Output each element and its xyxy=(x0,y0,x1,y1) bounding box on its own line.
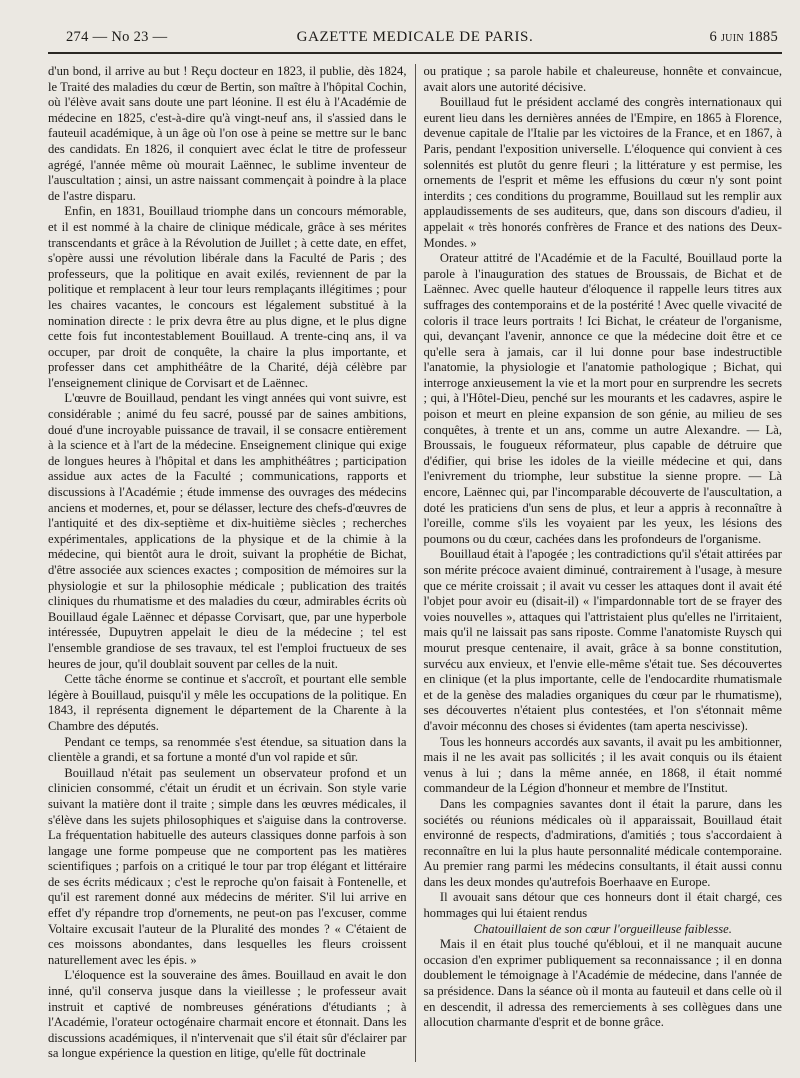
paragraph: d'un bond, il arrive au but ! Reçu docteur en 1823, il publie, dès 1824, le Traité des maladies du cœur de Bertin, son maître à l'hôpital Cochin, où l'élève avait sans doute une part léonine. Il est élu à l'Académie de médecine en 1825, c'est-à-dire qu'à vingt-neuf ans, il s'assied dans le fauteuil académique, à un âge où l'on ose à peine se mettre sur le banc des candidats. En 1826, il conquiert avec éclat le titre de professeur agrégé, l'année même où mourait Laënnec, le sublime inventeur de l'auscultation ; ainsi, un astre naissant commençait à poindre à la place de l'astre disparu. xyxy=(48,64,407,203)
page-number: 274 xyxy=(66,29,89,45)
paragraph: Mais il en était plus touché qu'ébloui, et il ne manquait aucune occasion d'en exprimer publiquement sa reconnaissance ; il en donna doublement le témoignage à l'Académie de médecine, dans l'année de sa présidence. Dans la séance où il monta au fauteuil et dans celle où il en descendit, il adressa des remerciements à ses collègues dans une allocution charmante d'esprit et de bonne grâce. xyxy=(423,937,782,1030)
paragraph: Enfin, en 1831, Bouillaud triomphe dans un concours mémorable, et il est nommé à la chaire de clinique médicale, grâce à ses mérites transcendants et grâce à la Révolution de Juillet ; à cette date, en effet, s'opère aussi une révolution libérale dans la Faculté de Paris ; des professeurs, que la politique en avait exilés, reviennent de par la politique et remplacent à leur tour leurs remplaçants illégitimes ; pour les chaires vacantes, le concours est légalement substitué à la nomination directe : le prix devra être au plus digne, et le plus digne cette fois fut incontestablement Bouillaud. A trente-cinq ans, il va occuper, par droit de conquête, la chaire la plus importante, et professer dans cet amphithéâtre de la Charité, déjà célèbre par l'enseignement clinique de Corvisart et de Laënnec. xyxy=(48,204,407,390)
left-column xyxy=(48,64,416,1062)
article-columns xyxy=(48,64,782,1062)
right-column xyxy=(416,64,783,1062)
journal-title: GAZETTE MEDICALE DE PARIS. xyxy=(296,29,534,45)
paragraph: L'œuvre de Bouillaud, pendant les vingt années qui vont suivre, est considérable ; animé du feu sacré, poussé par de saines ambitions, doué d'une incroyable puissance de travail, il se consacre entièrement à la science et à l'art de la médecine. Enseignement clinique qui exige de longues heures à l'hôpital et dans les amphithéâtres ; participation assidue aux actes de la Faculté ; communications, rapports et discussions à l'Académie ; étude immense des ouvrages des médecins anciens et modernes, et, pour se délasser, lecture des chefs-d'œuvres de l'antiquité et des dix-septième et dix-huitième siècles ; recherches expérimentales, applications de la physique et de la chimie à la médecine, qui bientôt aura le droit, suivant la prophétie de Bichat, d'être associée aux sciences exactes ; composition de mémoires sur la physiologie et sur la philosophie médicale ; publication des traités cliniques du rhumatisme et des maladies du cœur, admirables écrits où Bouillaud égale Laënnec et dépasse Corvisart, que, par une hyperbole intéressée, Dupuytren appelait le dieu de la médecine ; tel est l'ensemble grandiose de ses travaux, tel est l'emploi fructueux de ses heures de jour, qu'il doublait souvent par celles de la nuit. xyxy=(48,391,407,671)
date-year: 1885 xyxy=(747,29,778,45)
paragraph: ou pratique ; sa parole habile et chaleureuse, honnête et convaincue, avait alors une autorité décisive. xyxy=(423,64,782,94)
paragraph: Bouillaud n'était pas seulement un observateur profond et un clinicien consommé, c'était un érudit et un écrivain. Son style varie suivant la matière dont il traite ; simple dans les œuvres médicales, il s'élève dans les sujets philosophiques et s'aiguise dans la controverse. La fréquentation habituelle des auteurs classiques donne parfois à son langage une forme pompeuse que ne comportent pas les matières scientifiques ; parfois on a critiqué le tour par trop élégant et littéraire de ses écrits médicaux ; c'est le reproche qu'on faisait à Fontenelle, et qu'il est rarement donné aux médecins de mériter. S'il lui arrive en effet d'y répandre trop d'ornements, ne peut-on pas l'excuser, comme Voltaire excusait l'auteur de la Pluralité des mondes ? « C'étaient de ces moissons abondantes, dans lesquelles les fleurs croissent naturellement avec les épis. » xyxy=(48,765,407,967)
paragraph: Orateur attitré de l'Académie et de la Faculté, Bouillaud porte la parole à l'inauguration des statues de Broussais, de Bichat et de Laënnec. Avec quelle hauteur d'éloquence il rappelle leurs titres aux suffrages des contemporains et de la postérité ! Avec quelle vivacité de coloris il trace leurs portraits ! Ici Bichat, le créateur de l'organisme, qui, devançant l'avenir, annonce ce que la médecine doit être et ce qu'elle sera à jamais, car il lui donne pour base indestructible l'anatomie, la physiologie et l'anatomie pathologique ; Bichat, qui interroge anxieusement la vie et la mort pour en surprendre les secrets ; qui, à l'Hôtel-Dieu, penché sur les mourants et les cadavres, aspire le poison et meurt en pleine expansion de son génie, au milieu de ses conquêtes, à trente et un ans, comme un autre Alexandre. — Là, Broussais, le fougueux réformateur, plus capable de détruire que d'édifier, qui brise les idoles de la vieille médecine et qui, dans l'enivrement du triomphe, leur substitue la sienne propre. — Là encore, Laënnec qui, par l'incomparable découverte de l'auscultation, a doté les praticiens d'un sens de plus, et leur a appris à reconnaître à l'oreille, comme s'ils les voyaient par les yeux, les lésions des poumons ou du cœur, cachées dans les profondeurs de l'organisme. xyxy=(423,251,782,546)
page-header xyxy=(48,26,782,54)
paragraph: L'éloquence est la souveraine des âmes. Bouillaud en avait le don inné, qu'il conserva jusque dans la vieillesse ; le professeur avait instruit et captivé de nombreuses générations d'étudiants ; à l'Académie, l'orateur octogénaire charmait encore et étonnait. Dans les discussions académiques, il n'intervenait que s'il était sûr d'éclairer par sa longue expérience la question en litige, qu'elle fût doctrinale xyxy=(48,968,407,1061)
date-day: 6 xyxy=(709,29,718,45)
verse-quote: Chatouillaient de son cœur l'orgueilleuse faiblesse. xyxy=(473,921,732,936)
paragraph: Cette tâche énorme se continue et s'accroît, et pourtant elle semble légère à Bouillaud, puisqu'il y mêle les occupations de la politique. En 1843, il représenta dignement le département de la Charente à la Chambre des députés. xyxy=(48,672,407,733)
paragraph: Pendant ce temps, sa renommée s'est étendue, sa situation dans la clientèle a grandi, et sa fortune a monté d'un vol rapide et sûr. xyxy=(48,734,407,765)
paragraph: Il avouait sans détour que ces honneurs dont il était chargé, ces hommages qui lui étaient rendus xyxy=(423,890,782,921)
paragraph: Bouillaud était à l'apogée ; les contradictions qu'il s'était attirées par son mérite précoce avaient diminué, contrairement à l'usage, à mesure que ce mérite croissait ; il avait vu cesser les attaques dont il avait été l'objet pour avoir eu (disait-il) « l'impardonnable tort de se frayer des voies nouvelles », attaques qui l'attristaient plus qu'elles ne l'irritaient, mais qu'il ne laissait pas sans riposte. Comme l'anatomiste Ruysch qui mourut presque centenaire, il avait, grâce à sa bonne constitution, survécu aux envieux, et l'envie elle-même s'était tue. Ses découvertes en clinique (et la plus importante, celle de l'endocardite rhumatismale et de la genèse des maladies organiques du cœur par le rhumatisme), ses découvertes n'étaient plus contestées, et l'on s'étonnait même d'avoir méconnu des choses si évidentes (tam aperta nescivisse). xyxy=(423,547,782,733)
paragraph: Bouillaud fut le président acclamé des congrès internationaux qui eurent lieu dans les dernières années de l'Empire, en 1865 à Florence, devenue capitale de l'Italie par les victoires de la France, et en 1867, à Paris, pendant l'exposition universelle. L'éloquence qui convient à ces solennités est plutôt du genre fleuri ; la littérature y est permise, les ornements de l'esprit et même les effusions du cœur n'y sont point interdits ; ces conditions du programme, Bouillaud sut les remplir aux applaudissements de ses auditeurs, que, dans son discours d'adieu, il appelait « très honorés confrères de France et des nations des Deux-Mondes. » xyxy=(423,95,782,250)
issue-date xyxy=(709,29,778,46)
date-month: juin xyxy=(720,29,744,45)
paragraph: Dans les compagnies savantes dont il était la parure, dans les sociétés ou réunions médicales où il apparaissait, Bouillaud était environné de respects, d'admirations, d'amitiés ; tous s'accordaient à reconnaître en lui la plus haute personnalité médicale contemporaine. Au premier rang parmi les médecins consultants, il était aussi connu dans les deux mondes qu'autrefois Boerhaave en Europe. xyxy=(423,796,782,889)
issue-number: — No 23 — xyxy=(92,29,168,45)
paragraph: Tous les honneurs accordés aux savants, il avait pu les ambitionner, mais il ne les avait pas sollicités ; il les avait conquis ou ils étaient venus à lui ; dans la même année, en 1868, il était nommé commandeur de la Légion d'honneur et membre de l'Institut. xyxy=(423,734,782,796)
